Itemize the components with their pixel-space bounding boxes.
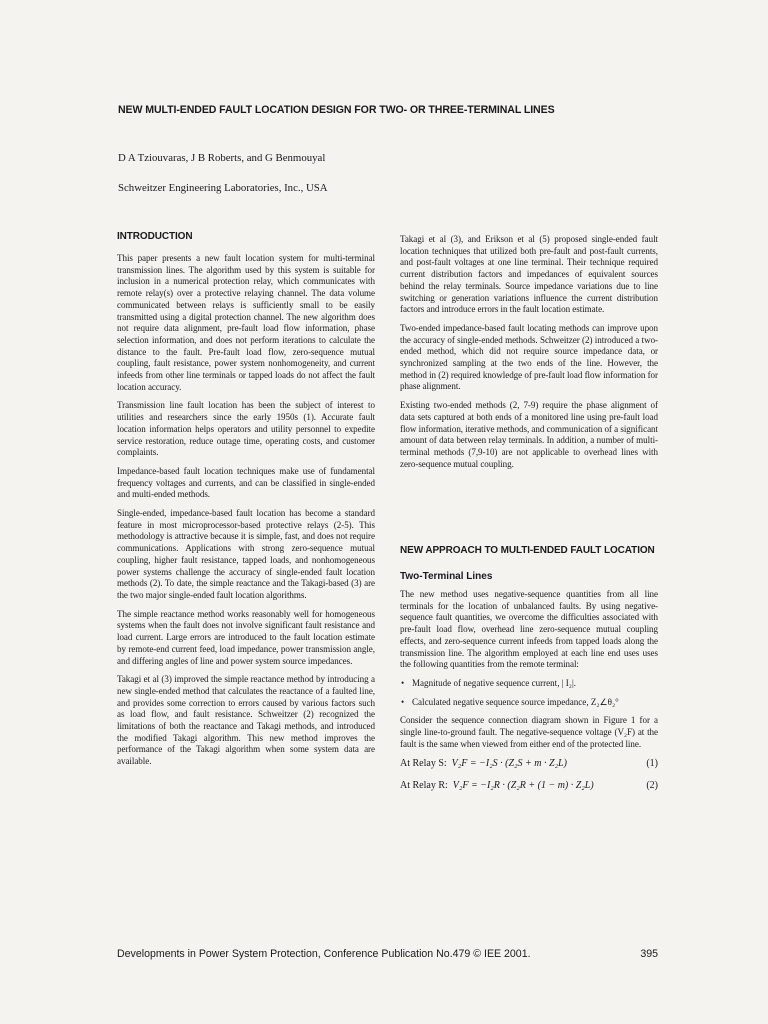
equation-1: At Relay S: V₂F = −I₂S · (Z₂S + m · Z₂L) (1) — [400, 758, 658, 770]
paragraph: Single-ended, impedance-based fault location has become a standard feature in most microprocessor-based protective relays (2-5). This methodology is attractive because it is simple, fast, and does not require communications. Applications with strong zero-sequence mutual coupling, higher fault resistance, tapped loads, and nonhomogeneous power systems challenge the accuracy of single-ended fault location methods (2). To date, the simple reactance and the Takagi-based (3) are the two major single-ended fault location algorithms. — [117, 508, 375, 600]
paragraph: Transmission line fault location has been the subject of interest to utilities and researchers since the early 1950s (1). Accurate fault location information helps operators and utility personnel to expedite service restoration, reduce outage time, operating costs, and customer complaints. — [117, 400, 375, 458]
section-heading-new-approach: NEW APPROACH TO MULTI-ENDED FAULT LOCATION — [400, 545, 655, 556]
page-number: 395 — [640, 948, 658, 960]
paper-title: NEW MULTI-ENDED FAULT LOCATION DESIGN FOR TWO- OR THREE-TERMINAL LINES — [118, 104, 555, 116]
authors: D A Tziouvaras, J B Roberts, and G Benmouyal — [118, 152, 326, 164]
paragraph: Consider the sequence connection diagram shown in Figure 1 for a single line-to-ground fault. The negative-sequence voltage (V₂F) at the fault is the same when viewed from either end of the protected line. — [400, 715, 658, 749]
paragraph: Existing two-ended methods (2, 7-9) require the phase alignment of data sets captured at both ends of a monitored line using pre-fault load flow information, iterative methods, and communication of a significant amount of data between relay terminals. In addition, a number of multi-terminal methods (7,9-10) are not applicable to overhead lines with zero-sequence mutual coupling. — [400, 400, 658, 469]
paragraph: Impedance-based fault location techniques make use of fundamental frequency voltages and currents, and can be classified in single-ended and multi-ended methods. — [117, 465, 375, 500]
list-item: • Calculated negative sequence source impedance, Z₂∠θ₂° — [401, 696, 619, 707]
left-column — [117, 230, 375, 775]
bullet-icon: • — [401, 696, 405, 707]
paragraph: Two-ended impedance-based fault locating methods can improve upon the accuracy of single-ended methods. Schweitzer (2) introduced a two-ended method, which did not require source impedance data, or synchronized sampling at the two ends of the line. However, the method in (2) required knowledge of pre-fault load flow information for phase alignment. — [400, 322, 658, 392]
affiliation: Schweitzer Engineering Laboratories, Inc., USA — [118, 182, 328, 194]
right-column-top — [400, 234, 658, 477]
paragraph: The new method uses negative-sequence quantities from all line terminals for the location of unbalanced faults. By using negative-sequence fault quantities, we overcome the difficulties associated with pre-fault load flow, overhead line zero-sequence mutual coupling effects, and zero-sequence current infeeds from tapped loads along the transmission line. The algorithm employed at each line end uses uses the following quantities from the remote terminal: — [400, 589, 658, 670]
equation-2: At Relay R: V₂F = −I₂R · (Z₂R + (1 − m) · Z₂L) (2) — [400, 780, 658, 792]
footer-citation: Developments in Power System Protection, Conference Publication No.479 © IEE 2001. — [117, 948, 531, 960]
page-footer — [117, 948, 658, 960]
paragraph: This paper presents a new fault location system for multi-terminal transmission lines. The algorithm used by this system is suitable for inclusion in a numerical protection relay, which communicates with remote relay(s) over a protective relaying channel. The data volume communicated between relays is sufficiently small to be easily transmitted using a digital protection channel. The new algorithm does not require data alignment, pre-fault load flow information, phase selection information, and does not perform iterations to calculate the distance to the fault. Pre-fault load flow, zero-sequence mutual coupling, fault resistance, power system nonhomogeneity, and current infeeds from other line terminals or tapped loads do not affect the fault location accuracy. — [117, 253, 375, 392]
paragraph: The simple reactance method works reasonably well for homogeneous systems when the fault does not involve significant fault resistance and load current. Large errors are introduced to the fault location estimate by remote-end current feed, load impedance, power transmission angle, and differing angles of line and power system source impedances. — [117, 608, 375, 666]
subsection-heading: Two-Terminal Lines — [400, 571, 493, 582]
right-column-bottom — [400, 544, 658, 801]
paragraph: Takagi et al (3) improved the simple reactance method by introducing a new single-ended method that calculates the reactance of a faulted line, and provides some correction to errors caused by various factors such as load flow, and fault resistance. Schweitzer (2) recognized the limitations of both the reactance and Takagi methods, and introduced the modified Takagi algorithm. This new method improves the performance of the Takagi algorithm when some system data are available. — [117, 674, 375, 767]
bullet-icon: • — [401, 677, 405, 688]
list-item: • Magnitude of negative sequence current, | I₂|. — [401, 677, 577, 688]
section-heading-introduction: INTRODUCTION — [117, 231, 193, 242]
bullet-list — [400, 678, 658, 708]
paragraph: Takagi et al (3), and Erikson et al (5) proposed single-ended fault location techniques that utilized both pre-fault and post-fault currents, and post-fault voltages at one line terminal. Their technique required current distribution factors and impedances of equivalent sources behind the relay terminals. Source impedance variations due to line switching or generation variations influence the current distribution factors and introduce errors in the fault location estimate. — [400, 234, 658, 315]
